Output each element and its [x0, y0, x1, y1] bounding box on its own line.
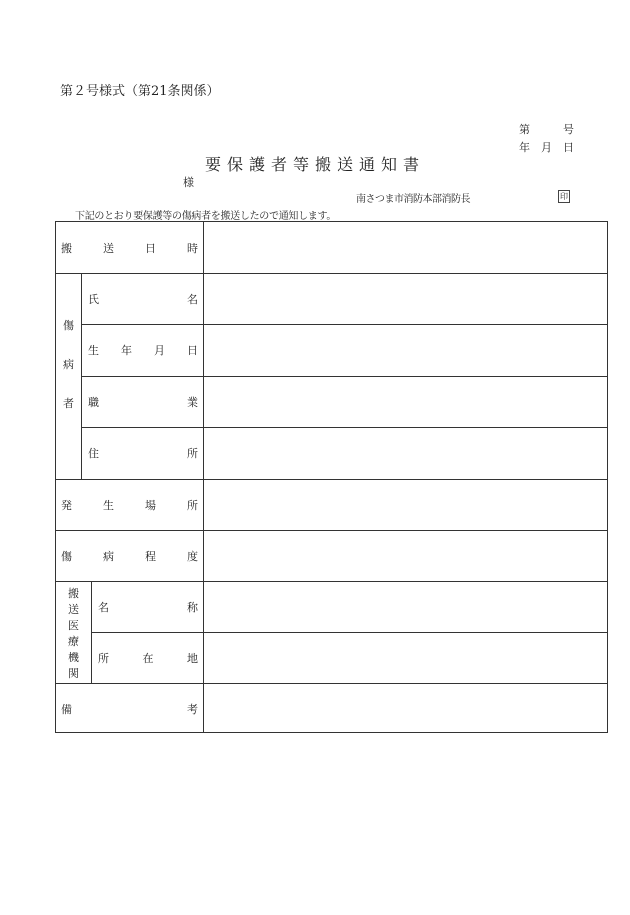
- label-severity: 傷 病 程 度: [61, 550, 198, 563]
- transport-form-table: [55, 221, 608, 733]
- intro-text: 下記のとおり要保護等の傷病者を搬送したので通知します。: [75, 211, 337, 222]
- field-remarks[interactable]: [204, 684, 607, 732]
- label-remarks: 備 考: [61, 703, 198, 716]
- field-address[interactable]: [204, 428, 607, 479]
- label-patient-group: 傷 病 者: [63, 319, 74, 410]
- label-place: 発 生 場 所: [61, 499, 198, 512]
- field-name[interactable]: [204, 274, 607, 324]
- field-transport-datetime[interactable]: [204, 222, 607, 273]
- field-occupation[interactable]: [204, 377, 607, 427]
- label-name: 氏 名: [88, 293, 198, 306]
- field-hospital-name[interactable]: [204, 582, 607, 632]
- label-address: 住 所: [88, 447, 198, 460]
- seal-mark: 印: [560, 192, 568, 201]
- label-transport-datetime: 搬 送 日 時: [61, 242, 198, 255]
- label-hospital-name: 名 称: [98, 601, 198, 614]
- form-label: 第２号様式（第21条関係）: [60, 84, 220, 99]
- document-date: 年 月 日: [519, 141, 574, 154]
- label-hospital-group: 搬 送 医 療 機 関: [68, 587, 79, 680]
- label-occupation: 職 業: [88, 396, 198, 409]
- addressee-suffix: 様: [183, 176, 194, 189]
- field-severity[interactable]: [204, 531, 607, 581]
- page-title: 要保護者等搬送通知書: [204, 155, 425, 174]
- document-number: 第 号: [519, 123, 574, 136]
- field-hospital-location[interactable]: [204, 633, 607, 683]
- label-birthdate: 生 年 月 日: [88, 344, 198, 357]
- field-place[interactable]: [204, 480, 607, 530]
- field-birthdate[interactable]: [204, 325, 607, 376]
- label-hospital-location: 所 在 地: [98, 652, 198, 665]
- issuer-name: 南さつま市消防本部消防長: [356, 194, 470, 205]
